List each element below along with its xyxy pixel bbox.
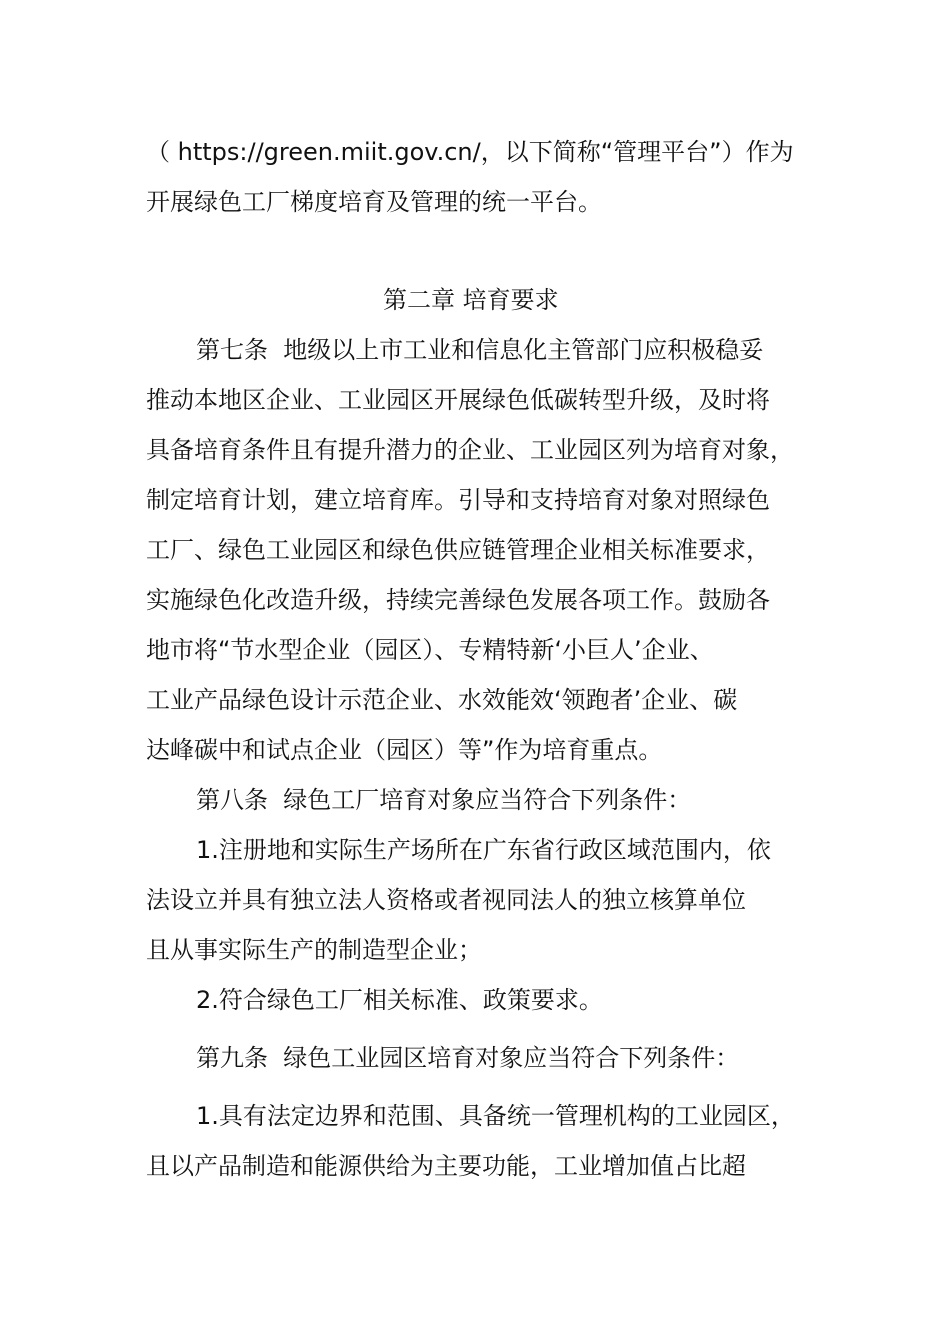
article-7-line-4: 制定培育计划，建立培育库。引导和支持培育对象对照绿色: [146, 486, 770, 514]
article-7-line-6: 实施绿色化改造升级，持续完善绿色发展各项工作。鼓励各: [146, 586, 770, 614]
article-7-line-5: 工厂、绿色工业园区和绿色供应链管理企业相关标准要求，: [146, 536, 770, 564]
article-7-line-8: 工业产品绿色设计示范企业、水效能效‘领跑者’企业、碳: [146, 686, 738, 714]
article-7-line-3: 具备培育条件且有提升潜力的企业、工业园区列为培育对象，: [146, 436, 794, 464]
article-8-line-1: 第八条 绿色工厂培育对象应当符合下列条件：: [196, 786, 692, 814]
article-8-item-2-line-1: 2.符合绿色工厂相关标准、政策要求。: [196, 986, 603, 1014]
chapter-heading: 第二章 培育要求: [383, 286, 559, 314]
article-8-item-1-line-3: 且从事实际生产的制造型企业；: [146, 936, 482, 964]
article-9-item-1-line-1: 1.具有法定边界和范围、具备统一管理机构的工业园区，: [196, 1102, 795, 1130]
article-9-item-1-line-2: 且以产品制造和能源供给为主要功能，工业增加值占比超: [146, 1152, 746, 1180]
article-7-line-7: 地市将“节水型企业（园区）、专精特新‘小巨人’企业、: [146, 636, 714, 664]
article-7-line-9: 达峰碳中和试点企业（园区）等”作为培育重点。: [146, 736, 663, 764]
article-7-line-1: 第七条 地级以上市工业和信息化主管部门应积极稳妥: [196, 336, 764, 364]
article-9-line-1: 第九条 绿色工业园区培育对象应当符合下列条件：: [196, 1044, 740, 1072]
article-7-line-2: 推动本地区企业、工业园区开展绿色低碳转型升级，及时将: [146, 386, 770, 414]
intro-line-2: 开展绿色工厂梯度培育及管理的统一平台。: [146, 188, 602, 216]
intro-line-1: （ https://green.miit.gov.cn/，以下简称“管理平台”）作为: [146, 138, 794, 166]
article-8-item-1-line-1: 1.注册地和实际生产场所在广东省行政区域范围内，依: [196, 836, 771, 864]
article-8-item-1-line-2: 法设立并具有独立法人资格或者视同法人的独立核算单位: [146, 886, 746, 914]
